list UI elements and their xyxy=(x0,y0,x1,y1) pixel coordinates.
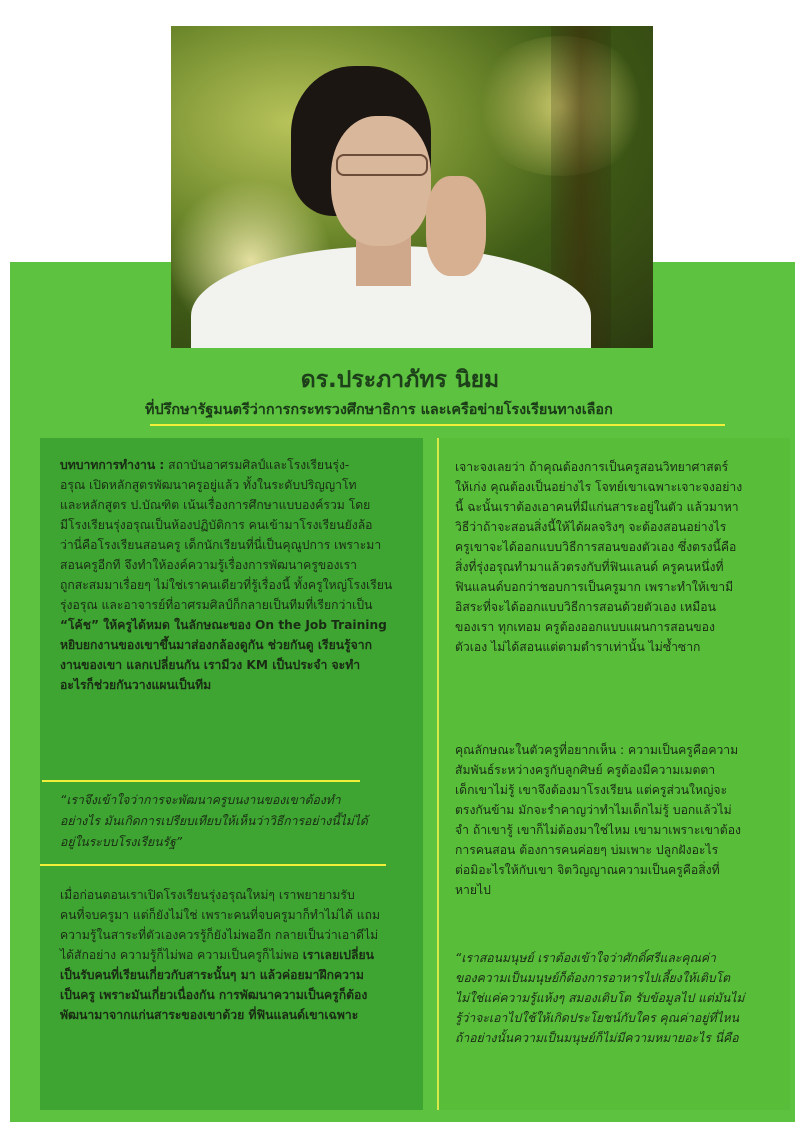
left-paragraph-2-bold: เราเลยเปลี่ยน เป็นรับคนที่เรียนเกี่ยวกับสาระนั้นๆ มา แล้วค่อยมาฝึกความ เป็นครู เพราะมันเกี่ยวเนื่องกัน การพัฒนาความเป็นครูก็ต้อง พัฒนามาจากแก่นสาระของเขาด้วย ที่ฟินแลนด์เขาเฉพาะ xyxy=(60,948,374,1022)
pull-quote-left: “เราจึงเข้าใจว่าการจะพัฒนาครูบนงานของเขาต้องทำ อย่างไร มันเกิดการเปรียบเทียบให้เห็นว่าวิธีการอย่างนี้ไม่ได้ อยู่ในระบบโรงเรียนรัฐ” xyxy=(60,793,368,849)
left-paragraph-1-bold: “โค้ช” ให้ครูได้หมด ในลักษณะของ On the Job Training หยิบยกงานของเขาขึ้นมาส่องกล้องดูกัน ช่วยกันดู เรียนรู้จาก งานของเขา แลกเปลี่ยนกัน เรามีวง KM เป็นประจำ จะทำ อะไรก็ช่วยกันวางแผนเป็นทีม xyxy=(60,618,387,692)
quote-bottom-rule xyxy=(40,864,386,866)
person-name: ดร.ประภาภัทร นิยม xyxy=(300,367,500,393)
left-paragraph-1-body: สถาบันอาศรมศิลป์และโรงเรียนรุ่ง- อรุณ เปิดหลักสูตรพัฒนาครูอยู่แล้ว ทั้งในระดับปริญญาโท และหลักสูตร ป.บัณฑิต เน้นเรื่องการศึกษาแบบองค์รวม โดย มีโรงเรียนรุ่งอรุณเป็นห้องปฏิบัติการ คนเข้ามาโรงเรียนยังล้อ ว่านี่คือโรงเรียนสอนครู เด็กนักเรียนที่นี่เป็นคุณูปการ เพราะมา สอนครูอีกที จึงทำให้องค์ความรู้เรื่องการพัฒนาครูของเรา ถูกสะสมมาเรื่อยๆ ไม่ใช่เราคนเดียวที่รู้เรื่องนี้ ทั้งครูใหญ่โรงเรียน รุ่งอรุณ และอาจารย์ที่อาศรมศิลป์ก็กลายเป็นทีมที่เรียกว่าเป็น xyxy=(60,458,393,612)
title-underline xyxy=(150,424,725,426)
section-lead-role: บทบาทการทำงาน : xyxy=(60,458,165,472)
left-paragraph-1 xyxy=(60,455,405,695)
right-paragraph-2: คุณลักษณะในตัวครูที่อยากเห็น : ความเป็นครูคือความ สัมพันธ์ระหว่างครูกับลูกศิษย์ ครูต้องมีความเมตตา เด็กเขาไม่รู้ เขาจึงต้องมาโรงเรียน แต่ครูส่วนใหญ่จะ ตรงกันข้าม มักจะรำคาญว่าทำไมเด็กไม่รู้ บอกแล้วไม่ จำ ถ้าเขารู้ เขาก็ไม่ต้องมาใช่ไหม เขามาเพราะเขาต้อง การคนสอน ต้องการคนค่อยๆ บ่มเพาะ ปลูกฝังอะไร ต่อมิอะไรให้กับเขา จิตวิญญาณความเป็นครูคือสิ่งที่ หายไป xyxy=(455,743,741,897)
right-paragraph-1: เจาะจงเลยว่า ถ้าคุณต้องการเป็นครูสอนวิทยาศาสตร์ ให้เก่ง คุณต้องเป็นอย่างไร โจทย์เขาเฉพาะเจาะจงอย่าง นี้ ฉะนั้นเราต้องเอาคนที่มีแก่นสาระอยู่ในตัว แล้วมาหา วิธีว่าถ้าจะสอนสิ่งนี้ให้ได้ผลจริงๆ จะต้องสอนอย่างไร ครูเขาจะได้ออกแบบวิธีการสอนของตัวเอง ซึ่งตรงนี้คือ สิ่งที่รุ่งอรุณทำมาแล้วตรงกับที่ฟินแลนด์ ครูคนหนึ่งที่ ฟินแลนด์บอกว่าชอบการเป็นครูมาก เพราะทำให้เขามี อิสระที่จะได้ออกแบบวิธีการสอนด้วยตัวเอง เหมือน ของเรา ทุกเทอม ครูต้องออกแบบแผนการสอนของ ตัวเอง ไม่ได้สอนแต่ตามตำราเท่านั้น ไม่ซ้ำซาก xyxy=(455,460,743,654)
quote-top-rule xyxy=(42,780,360,782)
pull-quote-right: “เราสอนมนุษย์ เราต้องเข้าใจว่าศักดิ์ศรีและคุณค่า ของความเป็นมนุษย์ก็ต้องการอาหารไปเลี้ยงให้เติบโต ไม่ใช่แค่ความรู้แห้งๆ สมองเติบโต รับข้อมูลไป แต่มันไม่ รู้ว่าจะเอาไปใช้ให้เกิดประโยชน์กับใคร คุณค่าอยู่ที่ไหน ถ้าอย่างนั้นความเป็นมนุษย์ก็ไม่มีความหมายอะไร นี่คือ xyxy=(455,951,745,1045)
column-divider xyxy=(437,438,439,1110)
portrait-photo xyxy=(171,26,653,348)
left-paragraph-2 xyxy=(60,885,405,1025)
left-paragraph-2-body: เมื่อก่อนตอนเราเปิดโรงเรียนรุ่งอรุณใหม่ๆ เราพยายามรับ คนที่จบครูมา แต่ก็ยังไม่ใช่ เพราะคนที่จบครูมาก็ทำไม่ได้ แถม ความรู้ในสาระที่ตัวเองควรรู้ก็ยังไม่พออีก กลายเป็นว่าเอาดีไม่ ได้สักอย่าง ความรู้ก็ไม่พอ ความเป็นครูก็ไม่พอ xyxy=(60,888,381,962)
person-title: ที่ปรึกษารัฐมนตรีว่าการกระทรวงศึกษาธิการ และเครือข่ายโรงเรียนทางเลือก xyxy=(145,402,613,418)
